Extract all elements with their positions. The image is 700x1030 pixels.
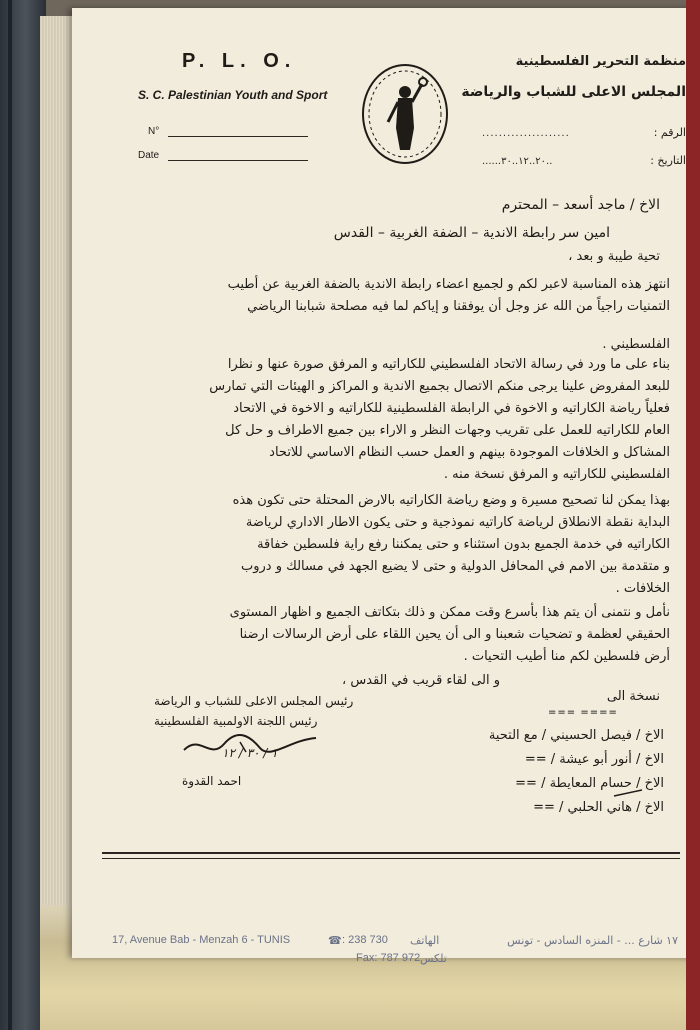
letter-page [72, 8, 700, 958]
paragraph-4 [110, 602, 670, 668]
footer-phone: : 238 730 [342, 934, 388, 946]
paragraph-line: أرض فلسطين لكم منا أطيب التحيات . [463, 649, 670, 664]
phone-icon: ☎ [328, 934, 342, 947]
paragraph-line: نأمل و نتمنى أن يتم هذا بأسرع وقت ممكن و ذلك بتكاتف الجميع و اظهار المستوى [229, 605, 670, 620]
signatory-title-1: رئيس المجلس الاعلى للشباب و الرياضة [154, 694, 354, 708]
paragraph-line: التمنيات راجياً من الله عز وجل أن يوفقنا و إياكم لما فيه مصلحة شبابنا الرياضي [247, 299, 670, 314]
footer-fax: Fax: 787 972 [356, 952, 421, 964]
footer-rule-1 [102, 852, 680, 854]
copies-list [404, 724, 664, 820]
signatory-name: احمد القدوة [182, 774, 242, 788]
paragraph-line: للبعد المفروض علينا يرجى منكم الاتصال بجميع الاندية و المراكز و الهيئات التي تمارس [209, 379, 670, 394]
copies-title: نسخة الى [606, 689, 660, 704]
greeting: تحية طيبة و بعد ، [568, 249, 660, 264]
footer-address-ar: ١٧ شارع ... - المنزه السادس - تونس [507, 934, 678, 947]
number-line-en [168, 136, 308, 137]
paragraph-3 [110, 490, 670, 600]
paragraph-1 [110, 274, 670, 356]
paragraph-2 [110, 354, 670, 486]
number-value-ar: ..................... [482, 128, 570, 139]
plo-emblem-icon [360, 62, 450, 166]
org-english-name: S. C. Palestinian Youth and Sport [138, 88, 328, 102]
checkmark-icon [612, 786, 648, 800]
footer-fax-ar: تلكس [420, 952, 447, 965]
list-item: الاخ / أنور أبو عيشة / == [524, 752, 664, 767]
number-label-en: N° [148, 126, 160, 137]
handwritten-date: ١ / ٣٠ / ١٢ [222, 746, 278, 760]
paragraph-line: الفلسطيني للكاراتيه و المرفق نسخة منه . [443, 467, 670, 482]
bookmark-ribbon [686, 0, 700, 1030]
paragraph-line: الكاراتيه في خدمة الجميع بدون استثناء و حتى يمكننا رفع راية فلسطين خفاقة [257, 537, 670, 552]
paragraph-line: و متقدمة بين الامم في المحافل الدولية و حتى لا يضيع الجهد في مسالك و دروب [241, 559, 670, 574]
paragraph-line: الخلافات . [615, 581, 670, 596]
list-item: الاخ / حسام المعايطة / == [515, 776, 664, 791]
date-label-en: Date [138, 150, 160, 161]
closing: و الى لقاء قريب في القدس ، [342, 673, 500, 688]
paragraph-line: العام للكاراتيه للعمل على تقريب وجهات النظر و الاراء بين جميع الاطراف و حل كل [225, 423, 670, 438]
date-line-en [168, 160, 308, 161]
paragraph-line: البداية نقطة الانطلاق لرياضة كاراتيه نموذجية و حتى يكون الاطار الاداري لرياضة [245, 515, 670, 530]
binder-spine [8, 0, 12, 1030]
date-value-ar: ......٢٠..١٢..٣٠.. [482, 156, 553, 167]
recipient-line-1: الاخ / ماجد أسعد – المحترم [501, 197, 660, 213]
org-abbreviation: P. L. O. [182, 50, 297, 72]
list-item: الاخ / هاني الحلبي / == [533, 800, 664, 815]
list-item: الاخ / فيصل الحسيني / مع التحية [488, 728, 664, 743]
footer-address-en: 17, Avenue Bab - Menzah 6 - TUNIS [112, 934, 291, 946]
paragraph-line: المشاكل و الخلافات الموجودة بينهم و العمل حسب النظام الاساسي للاتحاد [269, 445, 670, 460]
paragraph-line: بناء على ما ورد في رسالة الاتحاد الفلسطيني للكاراتيه و المرفق صورة عنها و نظرا [227, 357, 670, 372]
signatory-title-2: رئيس اللجنة الاولمبية الفلسطينية [154, 714, 318, 728]
paragraph-line: الحقيقي لعظمة و تضحيات شعبنا و الى أن يحين اللقاء على أرض الرسالات ارضنا [239, 627, 670, 642]
paragraph-line: الفلسطيني . [602, 337, 670, 352]
paragraph-line: بهذا يمكن لنا تصحيح مسيرة و وضع رياضة الكاراتيه بالارض المحتلة حتى تكون هذه [232, 493, 670, 508]
footer-rule-2 [102, 858, 680, 859]
org-arabic-line2: المجلس الاعلى للشباب والرياضة [461, 84, 686, 100]
date-label-ar: التاريخ : [650, 154, 686, 167]
recipient-line-2: امين سر رابطة الاندية – الضفة الغربية – القدس [333, 225, 610, 241]
org-arabic-line1: منظمة التحرير الفلسطينية [515, 54, 686, 69]
footer-phone-ar: الهاتف [410, 934, 440, 947]
paragraph-line: فعلياً رياضة الكاراتيه و الاخوة في الرابطة الفلسطينية للكاراتيه و الاخوة في الاتحاد [233, 401, 670, 416]
paragraph-line: انتهز هذه المناسبة لاعبر لكم و لجميع اعضاء رابطة الاندية بالضفة الغربية عن أطيب [227, 277, 670, 292]
number-label-ar: الرقم : [653, 126, 686, 139]
copies-underline: === ==== [548, 707, 618, 718]
